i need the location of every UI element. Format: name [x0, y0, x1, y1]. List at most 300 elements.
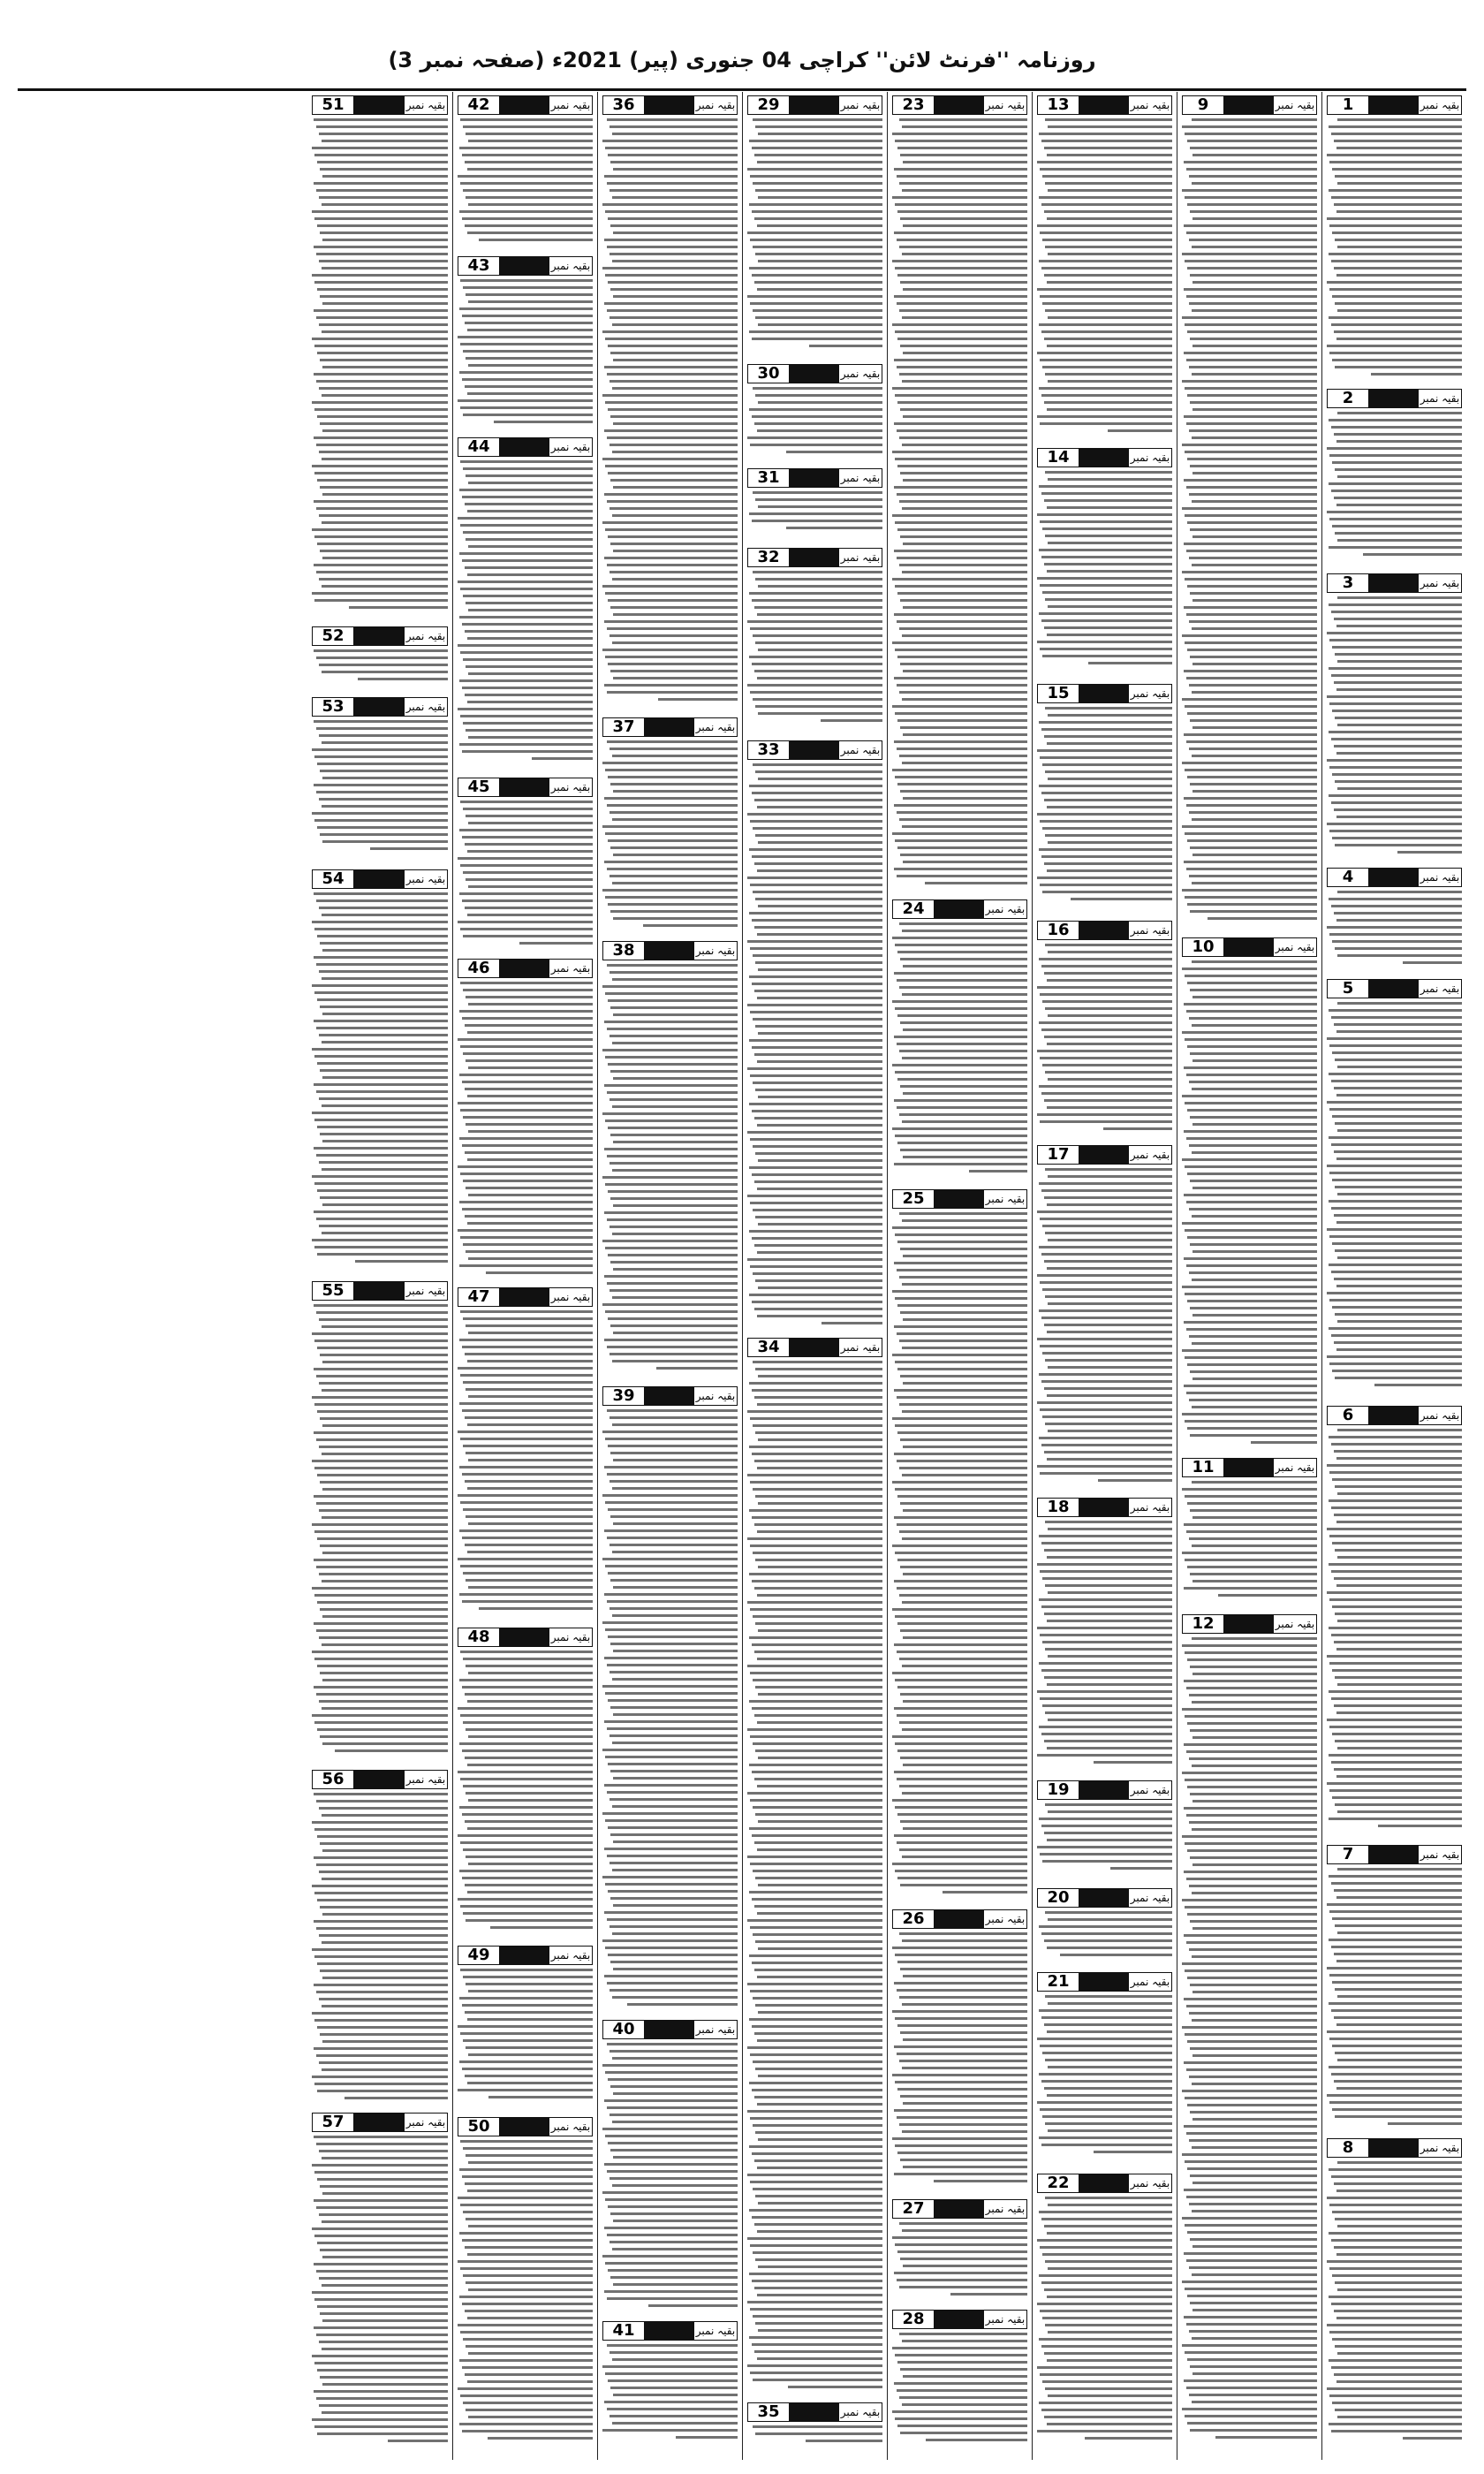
text-line — [314, 720, 448, 723]
text-line — [462, 2068, 593, 2070]
text-line — [1039, 1925, 1172, 1928]
continuation-item — [1327, 1402, 1462, 1841]
text-line — [753, 1424, 882, 1427]
text-line — [1185, 1651, 1317, 1654]
text-line — [1186, 1687, 1317, 1689]
text-line — [757, 2167, 882, 2169]
text-line — [458, 1367, 593, 1370]
text-line — [752, 1580, 882, 1582]
text-line — [466, 1123, 593, 1126]
text-line — [1041, 792, 1172, 794]
text-line — [1040, 1218, 1172, 1220]
text-line — [1378, 1825, 1462, 1827]
text-line — [320, 2376, 448, 2379]
text-line — [902, 1537, 1027, 1540]
text-line — [897, 2116, 1027, 2119]
text-line — [312, 1048, 448, 1051]
text-line — [322, 1643, 448, 1646]
text-line — [1041, 1825, 1172, 1827]
text-line — [316, 2054, 448, 2057]
text-line — [458, 1834, 593, 1837]
text-line — [1192, 1580, 1317, 1582]
text-line — [752, 983, 882, 985]
text-line — [608, 1190, 738, 1193]
text-line — [903, 1382, 1027, 1385]
text-line — [1042, 2115, 1172, 2118]
text-line — [757, 2039, 882, 2042]
text-line — [1185, 387, 1317, 390]
continuation-item — [1182, 1454, 1317, 1610]
text-line — [1045, 1295, 1172, 1298]
text-line — [314, 2235, 448, 2237]
text-line — [462, 1208, 593, 1210]
text-line — [754, 2287, 882, 2289]
item-number: 22 — [1038, 2174, 1079, 2192]
text-line — [314, 1210, 448, 1213]
item-number: 49 — [458, 1947, 500, 1964]
text-line — [892, 2074, 1027, 2076]
text-line — [894, 1099, 1027, 1102]
text-line — [1335, 1122, 1462, 1125]
text-line — [1044, 274, 1172, 277]
text-line — [1037, 749, 1172, 752]
text-line — [752, 274, 882, 277]
text-line — [1110, 1867, 1172, 1870]
text-line — [460, 1236, 593, 1239]
text-line — [758, 1693, 882, 1696]
text-line — [1186, 2068, 1317, 2071]
text-line — [1186, 1941, 1317, 1944]
text-line — [895, 521, 1027, 524]
item-text-lines — [1182, 118, 1317, 920]
text-line — [895, 839, 1027, 842]
text-line — [610, 1544, 738, 1546]
text-line — [895, 1806, 1027, 1809]
text-line — [467, 1158, 593, 1161]
text-line — [747, 1728, 882, 1731]
text-line — [607, 804, 738, 807]
text-line — [465, 503, 593, 505]
item-text-lines — [1037, 944, 1172, 1130]
item-header — [312, 1770, 448, 1789]
item-label: بقیہ نمبر — [1128, 1973, 1171, 1991]
text-line — [1334, 1341, 1462, 1344]
item-number: 1 — [1328, 96, 1369, 114]
text-line — [317, 826, 448, 829]
item-label: بقیہ نمبر — [549, 778, 592, 796]
text-line — [900, 854, 1027, 856]
item-header — [458, 1287, 593, 1307]
text-line — [894, 677, 1027, 679]
text-line — [897, 1961, 1027, 1963]
text-line — [460, 524, 593, 527]
text-line — [1045, 1359, 1172, 1362]
text-line — [1190, 656, 1317, 658]
text-line — [314, 1147, 448, 1150]
text-line — [1040, 1345, 1172, 1347]
text-line — [465, 1480, 593, 1483]
text-line — [1190, 1509, 1317, 1512]
text-line — [322, 1679, 448, 1681]
text-line — [312, 1948, 448, 1951]
text-line — [749, 1954, 882, 1957]
text-line — [757, 1530, 882, 1533]
text-line — [608, 1635, 738, 1638]
text-line — [1187, 2167, 1317, 2170]
text-line — [648, 2304, 738, 2307]
text-line — [753, 1679, 882, 1681]
text-line — [903, 161, 1027, 163]
text-line — [462, 1473, 593, 1476]
text-line — [750, 691, 882, 694]
text-line — [1039, 387, 1172, 390]
text-line — [605, 2198, 738, 2201]
text-line — [1048, 380, 1172, 383]
text-line — [892, 1354, 1027, 1356]
item-header — [458, 778, 593, 797]
text-line — [1335, 1676, 1462, 1679]
text-line — [1329, 603, 1462, 606]
text-line — [1327, 1355, 1462, 1358]
text-line — [1190, 210, 1317, 213]
text-line — [902, 2003, 1027, 2006]
text-line — [1042, 1577, 1172, 1580]
text-line — [752, 1301, 882, 1303]
item-number: 11 — [1183, 1459, 1224, 1476]
text-line — [460, 1969, 593, 1971]
text-line — [1332, 2211, 1462, 2213]
text-line — [314, 1530, 448, 1533]
text-line — [460, 2331, 593, 2334]
text-line — [1388, 2122, 1462, 2125]
text-line — [1184, 1743, 1317, 1746]
text-line — [1189, 2394, 1317, 2396]
text-line — [604, 1021, 738, 1023]
text-line — [755, 705, 882, 708]
text-line — [758, 2138, 882, 2141]
text-line — [467, 914, 593, 916]
text-line — [465, 843, 593, 846]
item-number: 50 — [458, 2118, 500, 2136]
text-line — [900, 1820, 1027, 1823]
header-bar — [1224, 96, 1273, 114]
item-label: بقیہ نمبر — [983, 96, 1026, 114]
item-label: بقیہ نمبر — [693, 2021, 737, 2038]
text-line — [1190, 592, 1317, 595]
text-line — [610, 1006, 738, 1009]
text-line — [1045, 535, 1172, 537]
text-line — [607, 373, 738, 376]
text-line — [317, 2369, 448, 2372]
item-text-lines — [747, 118, 882, 347]
text-line — [1186, 2259, 1317, 2262]
text-line — [1192, 2118, 1317, 2121]
text-line — [459, 1870, 593, 1872]
text-line — [1047, 1043, 1172, 1045]
text-line — [1185, 1715, 1317, 1718]
text-line — [1060, 1954, 1172, 1956]
text-line — [753, 698, 882, 701]
text-line — [1192, 2372, 1317, 2375]
text-line — [1187, 1977, 1317, 1979]
text-line — [312, 812, 448, 815]
text-line — [1189, 366, 1317, 368]
text-line — [754, 1117, 882, 1119]
text-line — [312, 2418, 448, 2421]
item-label: بقیہ نمبر — [1128, 1146, 1171, 1164]
text-line — [605, 1947, 738, 1949]
text-line — [750, 1138, 882, 1141]
text-line — [1040, 1281, 1172, 1284]
text-line — [467, 1423, 593, 1426]
text-line — [320, 1608, 448, 1611]
text-line — [1186, 804, 1317, 807]
text-line — [758, 1159, 882, 1162]
text-line — [747, 2174, 882, 2176]
text-line — [753, 2060, 882, 2063]
text-line — [1186, 1392, 1317, 1394]
text-line — [1334, 1514, 1462, 1516]
text-line — [899, 1658, 1027, 1660]
text-line — [753, 1145, 882, 1148]
item-header — [747, 1338, 882, 1357]
text-line — [460, 2267, 593, 2270]
text-line — [316, 656, 448, 659]
text-line — [1332, 1179, 1462, 1181]
text-line — [1192, 882, 1317, 884]
text-line — [1336, 440, 1462, 443]
text-line — [610, 2050, 738, 2053]
text-line — [1334, 1150, 1462, 1153]
item-header — [892, 1189, 1027, 1209]
text-line — [1041, 2144, 1172, 2146]
text-line — [1039, 2274, 1172, 2277]
item-label: بقیہ نمبر — [983, 1190, 1026, 1208]
text-line — [1039, 1437, 1172, 1439]
text-line — [903, 479, 1027, 482]
text-line — [605, 1756, 738, 1758]
text-line — [459, 1201, 593, 1203]
text-line — [1337, 2416, 1462, 2418]
text-line — [902, 1792, 1027, 1795]
text-line — [468, 1257, 593, 1260]
text-line — [460, 1565, 593, 1567]
text-line — [612, 2121, 738, 2123]
text-line — [466, 474, 593, 477]
text-line — [1332, 940, 1462, 943]
text-line — [610, 2387, 738, 2389]
item-text-lines — [602, 740, 738, 927]
text-line — [607, 182, 738, 185]
text-line — [312, 1821, 448, 1824]
text-line — [1337, 1747, 1462, 1749]
continuation-item — [312, 1766, 448, 2110]
text-line — [604, 302, 738, 305]
text-line — [320, 295, 448, 298]
text-line — [903, 1092, 1027, 1095]
item-header — [1182, 1458, 1317, 1477]
text-line — [317, 288, 448, 291]
text-line — [320, 231, 448, 234]
text-line — [899, 986, 1027, 989]
text-line — [1185, 769, 1317, 771]
continuation-item — [892, 2196, 1027, 2306]
text-line — [605, 1247, 738, 1249]
text-line — [1047, 345, 1172, 347]
text-line — [608, 1954, 738, 1956]
text-line — [1182, 1222, 1317, 1225]
item-text-lines — [312, 2136, 448, 2442]
text-line — [747, 1195, 882, 1197]
text-line — [892, 260, 1027, 262]
text-line — [320, 942, 448, 945]
text-line — [1047, 570, 1172, 573]
item-header — [312, 869, 448, 889]
text-line — [755, 898, 882, 900]
text-line — [312, 1651, 448, 1653]
text-line — [316, 2334, 448, 2336]
text-line — [322, 429, 448, 432]
text-line — [899, 1721, 1027, 1724]
header-bar — [500, 96, 549, 114]
text-line — [610, 783, 738, 785]
text-line — [1329, 898, 1462, 900]
text-line — [1329, 1974, 1462, 1977]
text-line — [1185, 2415, 1317, 2417]
header-bar — [1369, 96, 1418, 114]
text-line — [1337, 1556, 1462, 1559]
text-line — [1042, 655, 1172, 657]
continuation-item — [312, 694, 448, 867]
text-line — [1187, 903, 1317, 906]
item-label: بقیہ نمبر — [549, 96, 592, 114]
text-line — [892, 1735, 1027, 1738]
text-line — [903, 288, 1027, 291]
text-line — [1044, 2225, 1172, 2227]
text-line — [460, 1172, 593, 1175]
text-line — [902, 762, 1027, 764]
text-line — [316, 2143, 448, 2145]
text-line — [1182, 1772, 1317, 1774]
text-line — [468, 885, 593, 888]
text-line — [608, 599, 738, 602]
text-line — [1186, 2196, 1317, 2198]
text-line — [753, 2124, 882, 2127]
text-line — [319, 578, 448, 581]
text-line — [897, 1495, 1027, 1498]
text-line — [1182, 1708, 1317, 1711]
text-line — [757, 2294, 882, 2296]
text-line — [458, 2089, 593, 2091]
text-line — [749, 592, 882, 595]
text-line — [1186, 1201, 1317, 1203]
text-line — [459, 1593, 593, 1596]
text-line — [610, 2085, 738, 2088]
text-line — [643, 924, 738, 927]
text-line — [605, 1119, 738, 1122]
text-line — [1047, 742, 1172, 745]
text-line — [1334, 1953, 1462, 1955]
text-line — [1185, 975, 1317, 977]
text-line — [1185, 641, 1317, 644]
text-line — [460, 1841, 593, 1844]
item-text-lines — [312, 649, 448, 680]
item-number: 5 — [1328, 980, 1369, 998]
text-line — [1037, 1465, 1172, 1468]
text-line — [747, 1474, 882, 1476]
text-line — [355, 1260, 448, 1263]
text-line — [934, 2180, 1027, 2182]
text-line — [463, 1445, 593, 1447]
item-number: 37 — [603, 718, 645, 736]
text-line — [758, 2202, 882, 2205]
text-line — [1185, 1038, 1317, 1041]
text-line — [1192, 755, 1317, 757]
text-line — [322, 2005, 448, 2007]
text-line — [894, 1453, 1027, 1455]
continuation-item — [1037, 92, 1172, 444]
text-line — [1329, 933, 1462, 936]
text-line — [320, 1544, 448, 1547]
text-line — [1048, 253, 1172, 255]
text-line — [317, 2026, 448, 2029]
text-line — [1190, 338, 1317, 340]
text-line — [322, 2192, 448, 2195]
text-line — [903, 606, 1027, 609]
text-line — [1334, 618, 1462, 620]
text-line — [1334, 808, 1462, 811]
item-header — [312, 626, 448, 646]
text-line — [463, 722, 593, 725]
text-line — [897, 2024, 1027, 2027]
text-line — [1332, 837, 1462, 839]
text-line — [897, 875, 1027, 877]
text-line — [1187, 712, 1317, 715]
text-line — [467, 231, 593, 234]
text-line — [1336, 338, 1462, 340]
text-line — [902, 2067, 1027, 2069]
continuation-item — [747, 544, 882, 737]
text-line — [466, 293, 593, 296]
text-line — [903, 2038, 1027, 2041]
text-line — [610, 748, 738, 750]
text-line — [463, 2338, 593, 2341]
text-line — [1187, 1849, 1317, 1852]
text-line — [1182, 2153, 1317, 2156]
text-line — [1329, 546, 1462, 549]
text-line — [1045, 2324, 1172, 2326]
text-line — [613, 1904, 738, 1907]
item-header — [747, 364, 882, 383]
header-bar — [790, 2403, 838, 2421]
text-line — [314, 755, 448, 758]
item-text-lines — [458, 460, 593, 760]
text-line — [317, 1899, 448, 1901]
text-line — [460, 715, 593, 717]
text-line — [463, 658, 593, 661]
item-header — [458, 1628, 593, 1647]
text-line — [897, 979, 1027, 982]
text-line — [314, 928, 448, 930]
item-label: بقیہ نمبر — [693, 96, 737, 114]
text-line — [465, 2310, 593, 2312]
text-line — [1335, 302, 1462, 305]
text-line — [899, 1785, 1027, 1787]
text-line — [322, 330, 448, 333]
text-line — [1329, 1754, 1462, 1757]
text-line — [314, 649, 448, 652]
text-line — [467, 2189, 593, 2192]
